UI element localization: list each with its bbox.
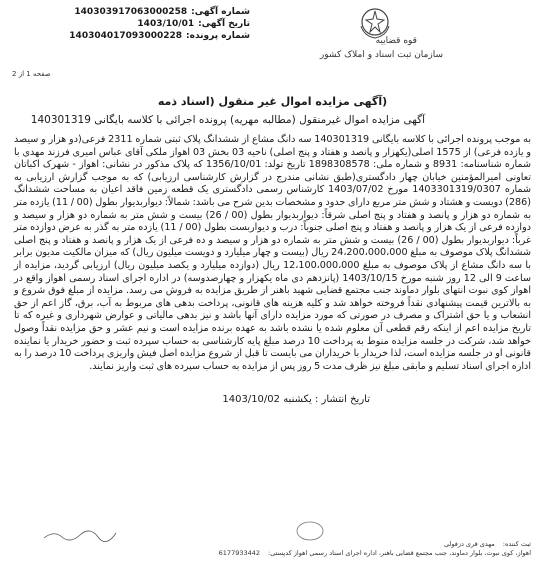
ad-date-label: تاریخ آگهی:	[198, 19, 250, 29]
ad-number-label: شماره آگهی:	[191, 7, 250, 17]
publish-date: تاریخ انتشار : یکشنبه 1403/10/02	[222, 394, 370, 405]
signer-name: مهدی قری دزفولی	[443, 540, 495, 548]
ad-body: به موجب پرونده اجرائی با کلاسه بایگانی 140301319 سه دانگ مشاع از ششدانگ پلاک ثبتی شماره 2311 فرعی(دو هزار و سیصد و یازده فرعی) از 1575 اصلی(یکهزار و پانصد و هفتاد و پنج اصلی) ناحیه 03 بخش 03 اهواز ملکی آقای عباس امیری فرزند مهدی با شماره شناسنامه: 8931 و شماره ملی: 1898308578 تاریخ تولد: 1356/10/01 که پلاک مذکور در نشانی: اهواز - شهرک اکباتان تعاونی امیرالمؤمنین خیابان چهار دادگستری(طبق نشانی مندرج در گزارش کارشناسی ارزیابی) که به موجب گزارش ارزیابی به شماره 1403301319/0307 مورخ 1403/07/02 کارشناس رسمی دادگستری یک قطعه زمین فاقد اعیان به مساحت ششدانگ (286) دویست و هشتاد و شش متر مربع دارای حدود و مشخصات بدین شرح می باشد: شمالاً: دیواربدیوار بطول (00 / 11) یازده متر به شماره دو هزار و پانصد و هفتاد و پنج اصلی شرقاً: دیواربدیوار بطول (00 / 26) بیست و شش متر به شماره دو هزار و سیصد و دوازده فرعی از یک هزار و پانصد و هفتاد و پنج اصلی جنوباً: درب و دیواربست بطول (00 / 11) یازده متر به گذر به عرض دوازده متر غرباً: دیواربدیوار بطول (00 / 26) بیست و شش متر به شماره دو هزار و سیصد و ده فرعی از یک هزار و پانصد و هفتاد و پنج اصلی ششدانگ پلاک موصوف به مبلغ 24،200،000،000 ریال (بیست و چهار میلیارد و دویست میلیون ریال) که میزان مالکیت مدیون برابر با سه دانگ مشاع از پلاک موصوف به مبلغ 12،100،000،000 ریال (دوازده میلیارد و یکصد میلیون ریال) ارزیابی گردید، مزایده از ساعت 9 الی 12 روز شنبه مورخ 1403/10/15 (پانزدهم دی ماه یکهزار و چهارصدوسه) در اداره اجرای اسناد رسمی اهواز واقع در اهواز کوی نبوت انتهای بلوار دماوند جنب مجتمع قضایی شهید باهنر از طریق مزایده به فروش می رسد. مزایده از مبلغ فوق شروع و به بالاترین قیمت پیشنهادی نقداً فروخته خواهد شد و کلیه هزینه های قانونی، پرداخت بدهی های مربوط به آب، برق، گاز اعم از حق انشعاب و یا حق اشتراک و مصرف در صورتی که مورد مزایده دارای آنها باشد و نیز بدهی مالیاتی و عوارض شهرداری و غیره که تا تاریخ مزایده اعم از اینکه رقم قطعی آن معلوم شده یا نشده باشد به عهده برنده مزایده است و نیم عشر و حق مزایده نقداً وصول خواهد شد، شرکت در جلسه مزایده منوط به پرداخت 10 درصد مبلغ پایه کارشناسی به حساب سپرده ثبت و حضور خریدار یا نماینده قانونی او در جلسه مزایده است، لذا خریدار با خریداران می بایست تا قبل از شروع مزایده اصل فیش واریزی پرداخت 10 درصد را به اداره اجرای اسناد تسلیم و مابقی مبلغ نیز ظرف مدت 5 روز پس از مزایده به حساب سپرده های ثبت واریز نمایند.	[14, 134, 532, 372]
ad-subtitle: آگهی مزایده اموال غیرمنقول (مطالبه مهریه) پرونده اجرائی با کلاسه بایگانی 140301319	[30, 114, 425, 126]
ad-number-row	[60, 6, 250, 18]
case-number-row	[60, 30, 250, 42]
page-number: صفحه 1 از 2	[12, 70, 51, 78]
ad-number: 140303917063000258	[74, 7, 188, 17]
org-name-line1: قوه قضاییه	[375, 36, 417, 46]
ad-date: 1403/10/01	[137, 19, 195, 29]
office-address: اهواز، کوی نبوت، بلوار دماوند، جنب مجتمع قضایی باهنر، اداره اجرای اسناد رسمی اهواز کدپستی:	[268, 549, 531, 557]
ad-meta	[60, 6, 250, 42]
signer-row	[14, 540, 531, 549]
org-name-line2: سازمان ثبت اسناد و املاک کشور	[319, 50, 443, 60]
ad-date-row	[60, 18, 250, 30]
signer-label: ثبت کننده:	[502, 540, 531, 548]
footer	[14, 540, 531, 558]
stamp-icon	[295, 520, 325, 542]
office-phone: 6177933442	[218, 549, 261, 557]
address-row	[14, 549, 531, 558]
case-number: 140304017093000228	[69, 31, 183, 41]
case-number-label: شماره پرونده:	[186, 31, 250, 41]
ad-title: (آگهی مزایده اموال غیر منقول (اسناد ذمه	[157, 95, 388, 108]
